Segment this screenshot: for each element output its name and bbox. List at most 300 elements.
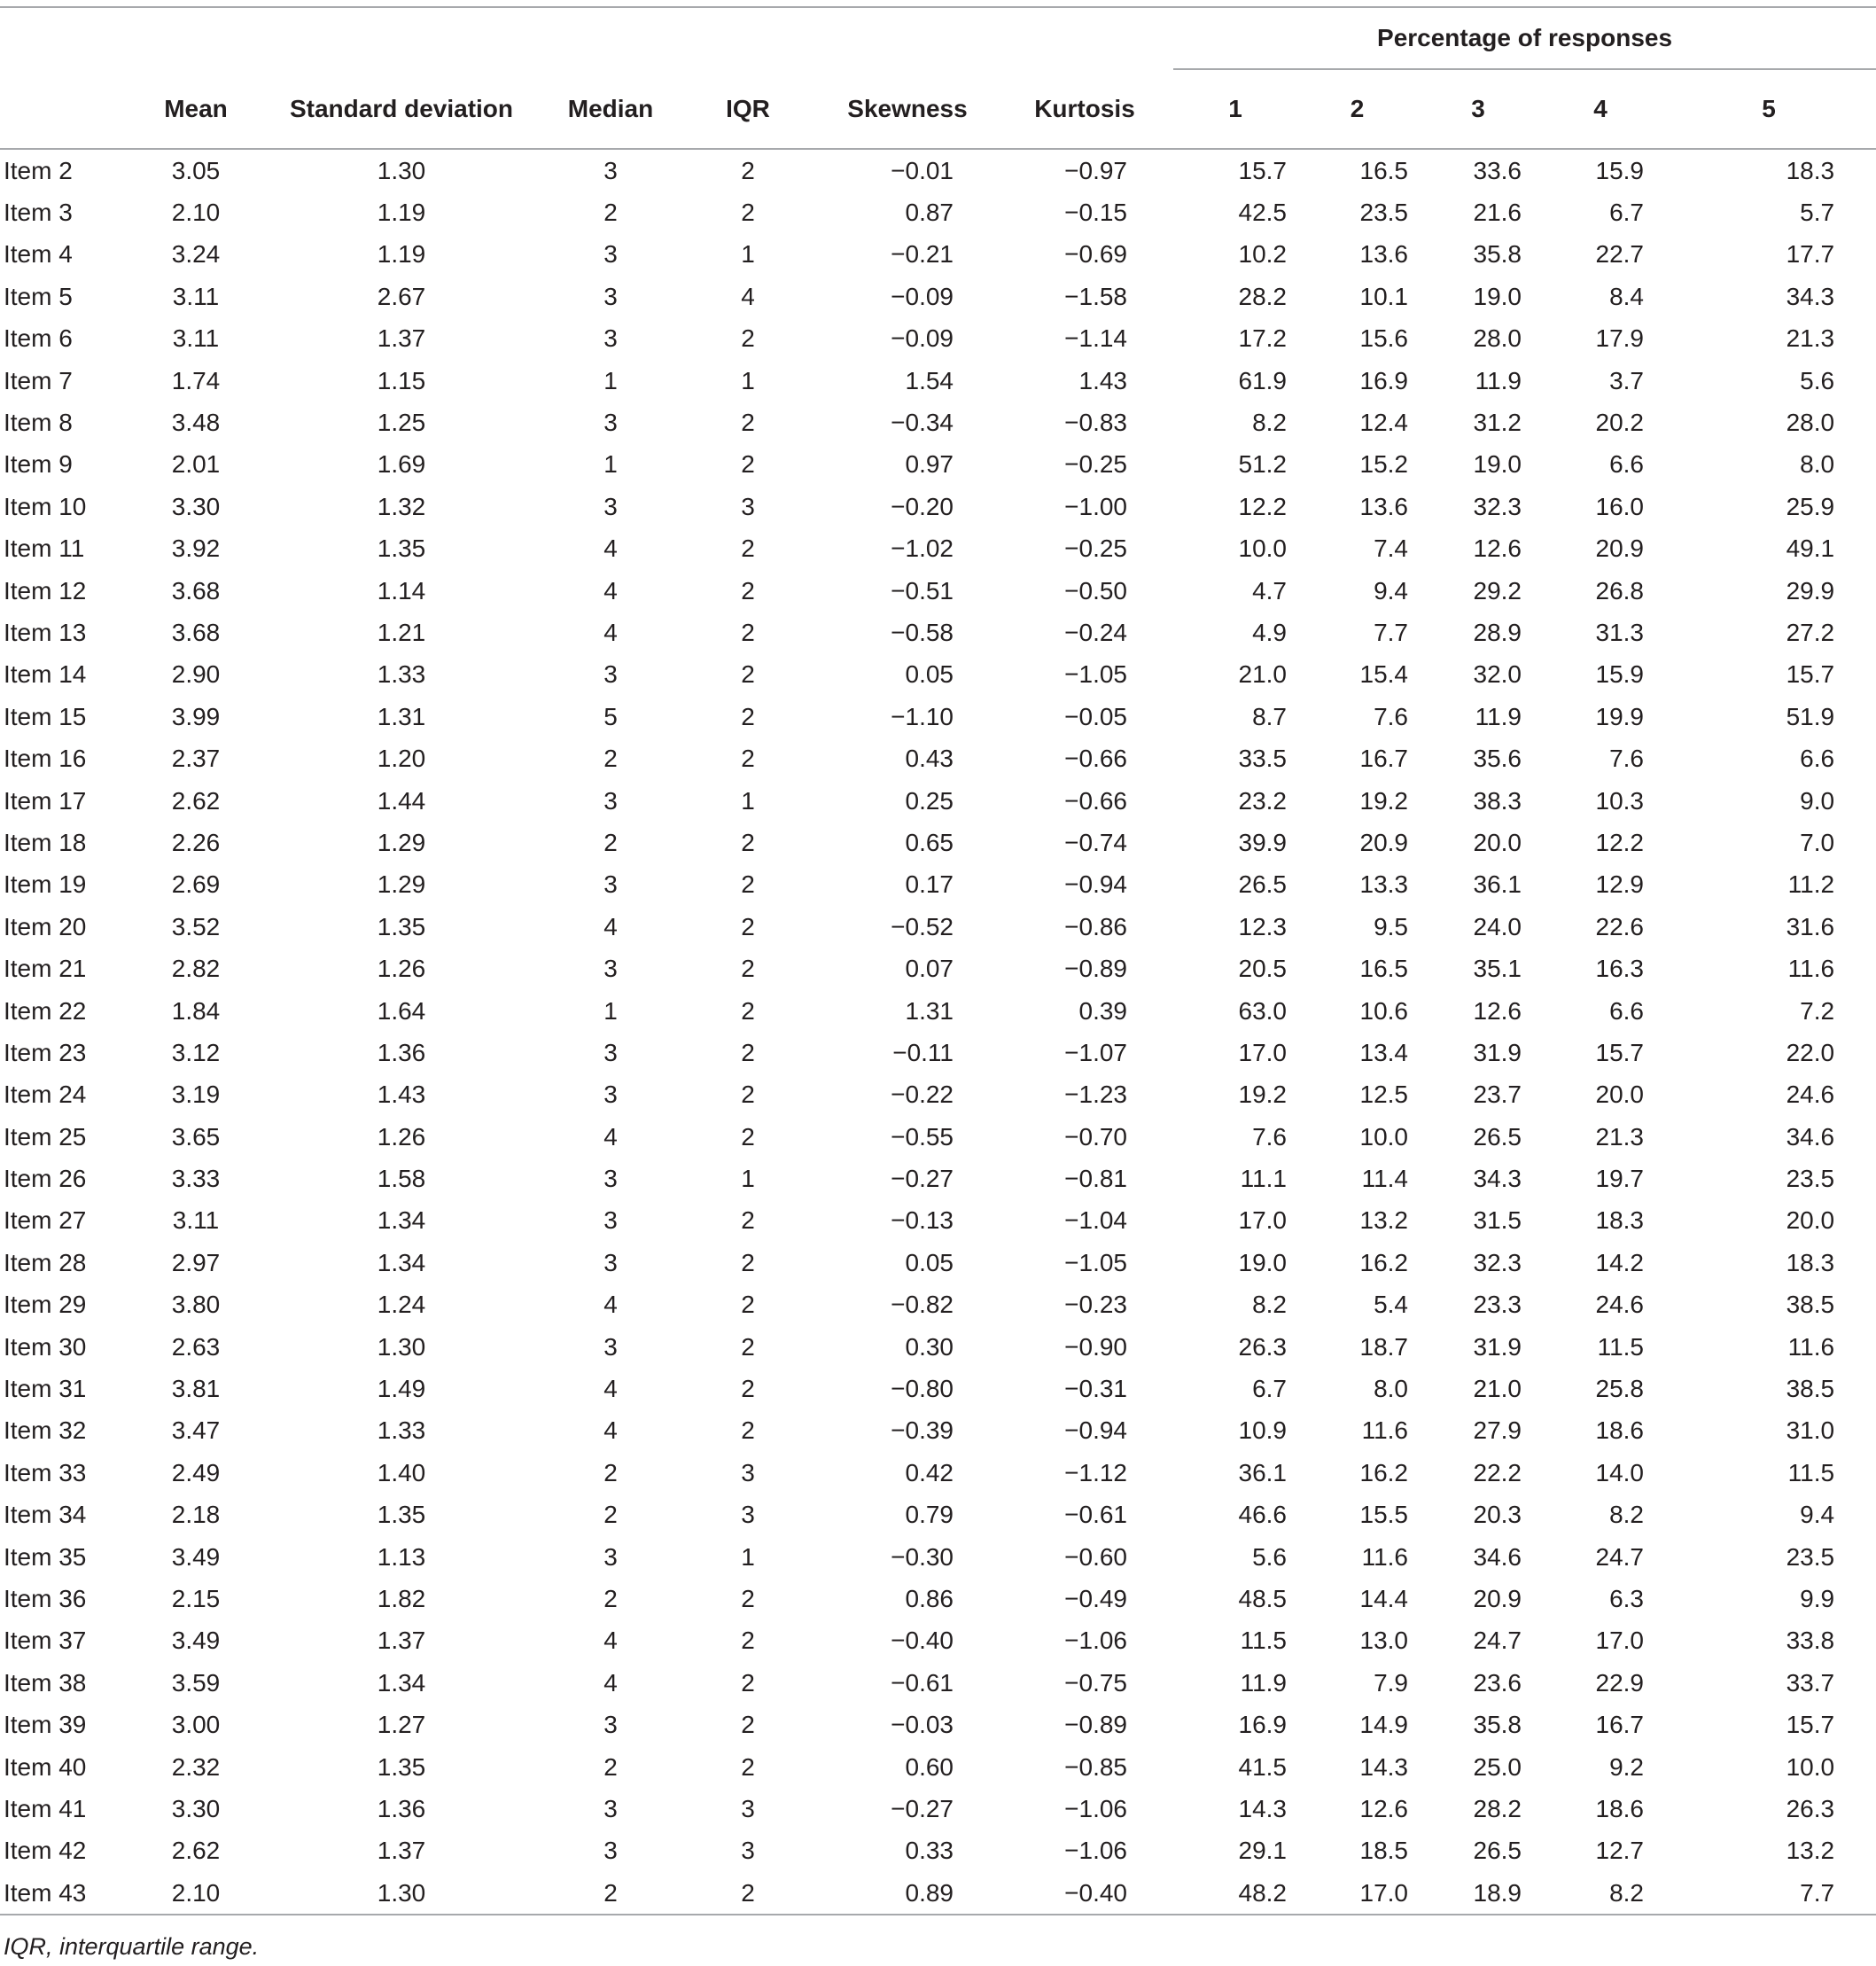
- response-1-percent-cell: 41.5: [1238, 1752, 1287, 1781]
- item-label-cell: Item 11: [4, 534, 85, 563]
- mean-cell: 3.19: [171, 1081, 221, 1109]
- response-2-percent-cell: 8.0: [1374, 1375, 1408, 1403]
- kurtosis-cell: −1.12: [1064, 1458, 1127, 1486]
- column-header-iqr: IQR: [677, 69, 819, 149]
- kurtosis-cell: −1.00: [1064, 492, 1127, 520]
- standard-deviation-cell: 1.26: [377, 1122, 426, 1151]
- response-1-percent-cell: 26.3: [1238, 1332, 1287, 1361]
- response-2-percent-cell: 16.9: [1359, 366, 1408, 394]
- response-2-percent-cell: 7.9: [1374, 1668, 1408, 1697]
- column-header-skewness: Skewness: [819, 69, 996, 149]
- response-2-percent-cell: 9.5: [1374, 912, 1408, 940]
- response-2-percent-cell: 15.5: [1359, 1501, 1408, 1529]
- response-2-percent-cell: 7.7: [1374, 618, 1408, 646]
- median-cell: 3: [603, 1206, 618, 1235]
- median-cell: 3: [603, 870, 618, 899]
- standard-deviation-cell: 1.40: [377, 1458, 426, 1486]
- skewness-cell: −0.30: [891, 1542, 954, 1571]
- item-label-cell: Item 6: [4, 324, 73, 353]
- response-3-percent-cell: 32.3: [1473, 1248, 1522, 1276]
- response-5-percent-cell: 34.6: [1786, 1122, 1835, 1151]
- mean-cell: 2.62: [171, 786, 221, 815]
- skewness-cell: 0.07: [905, 955, 954, 983]
- skewness-cell: −0.40: [891, 1627, 954, 1655]
- standard-deviation-cell: 1.29: [377, 828, 426, 856]
- item-label-cell: Item 3: [4, 199, 73, 227]
- response-3-percent-cell: 24.0: [1473, 912, 1522, 940]
- response-2-percent-cell: 15.4: [1359, 660, 1408, 689]
- kurtosis-cell: −0.31: [1064, 1375, 1127, 1403]
- kurtosis-cell: −1.06: [1064, 1794, 1127, 1822]
- item-label-cell: Item 40: [4, 1752, 87, 1781]
- response-2-percent-cell: 19.2: [1359, 786, 1408, 815]
- response-5-percent-cell: 27.2: [1786, 618, 1835, 646]
- mean-cell: 3.59: [171, 1668, 221, 1697]
- iqr-cell: 2: [741, 1332, 755, 1361]
- skewness-cell: −0.20: [891, 492, 954, 520]
- table-row: [0, 1452, 1876, 1494]
- response-4-percent-cell: 25.8: [1595, 1375, 1644, 1403]
- standard-deviation-cell: 1.43: [377, 1081, 426, 1109]
- response-2-percent-cell: 14.9: [1359, 1711, 1408, 1739]
- table-row: [0, 822, 1876, 863]
- table-row: [0, 1410, 1876, 1452]
- median-cell: 3: [603, 492, 618, 520]
- response-5-percent-cell: 38.5: [1786, 1291, 1835, 1319]
- response-3-percent-cell: 28.9: [1473, 618, 1522, 646]
- standard-deviation-cell: 1.44: [377, 786, 426, 815]
- kurtosis-cell: −0.49: [1064, 1584, 1127, 1612]
- response-4-percent-cell: 11.5: [1597, 1332, 1644, 1361]
- response-1-percent-cell: 51.2: [1238, 450, 1287, 479]
- skewness-cell: −0.80: [891, 1375, 954, 1403]
- response-4-percent-cell: 17.9: [1595, 324, 1644, 353]
- iqr-cell: 2: [741, 955, 755, 983]
- mean-cell: 3.11: [172, 324, 220, 353]
- mean-cell: 3.68: [171, 618, 221, 646]
- response-5-percent-cell: 31.0: [1786, 1416, 1835, 1445]
- response-5-percent-cell: 10.0: [1786, 1752, 1835, 1781]
- item-label-cell: Item 42: [4, 1837, 87, 1865]
- mean-cell: 1.84: [171, 996, 221, 1025]
- mean-cell: 2.97: [171, 1248, 221, 1276]
- kurtosis-cell: −0.15: [1064, 199, 1127, 227]
- mean-cell: 2.32: [171, 1752, 221, 1781]
- kurtosis-cell: −0.23: [1064, 1291, 1127, 1319]
- kurtosis-cell: −0.60: [1064, 1542, 1127, 1571]
- median-cell: 2: [603, 828, 618, 856]
- response-2-percent-cell: 7.4: [1374, 534, 1408, 563]
- item-label-cell: Item 21: [4, 955, 87, 983]
- response-4-percent-cell: 8.2: [1539, 1872, 1662, 1915]
- response-3-percent-cell: 22.2: [1473, 1458, 1522, 1486]
- median-cell: 3: [603, 409, 618, 437]
- mean-cell: 2.10: [171, 199, 221, 227]
- response-5-percent-cell: 28.0: [1786, 409, 1835, 437]
- response-1-percent-cell: 7.6: [1252, 1122, 1287, 1151]
- iqr-cell: 2: [741, 1668, 755, 1697]
- mean-cell: 2.18: [171, 1501, 221, 1529]
- response-1-percent-cell: 48.5: [1238, 1584, 1287, 1612]
- response-1-percent-cell: 48.2: [1173, 1872, 1297, 1915]
- response-4-percent-cell: 6.3: [1609, 1584, 1644, 1612]
- response-4-percent-cell: 18.6: [1595, 1794, 1644, 1822]
- standard-deviation-cell: 1.30: [377, 156, 426, 184]
- table-row: [0, 528, 1876, 570]
- mean-cell: 2.15: [171, 1584, 221, 1612]
- response-4-percent-cell: 12.2: [1595, 828, 1644, 856]
- item-label-cell: Item 14: [4, 660, 87, 689]
- response-5-percent-cell: 34.3: [1786, 282, 1835, 310]
- response-2-percent-cell: 13.6: [1359, 492, 1408, 520]
- kurtosis-cell: −0.97: [1064, 156, 1127, 184]
- median-cell: 4: [603, 1416, 618, 1445]
- table-row: [0, 1200, 1876, 1242]
- response-4-percent-cell: 7.6: [1609, 745, 1644, 773]
- median-cell: 3: [603, 156, 618, 184]
- skewness-cell: 0.17: [905, 870, 954, 899]
- item-label-cell: Item 34: [4, 1501, 87, 1529]
- response-5-percent-cell: 17.7: [1786, 240, 1835, 269]
- item-label-cell: Item 12: [4, 576, 87, 605]
- table-row: [0, 990, 1876, 1032]
- iqr-cell: 1: [741, 1542, 755, 1571]
- skewness-cell: −0.01: [891, 156, 954, 184]
- response-2-percent-cell: 13.4: [1359, 1038, 1408, 1066]
- response-1-percent-cell: 11.5: [1240, 1627, 1287, 1655]
- median-cell: 3: [603, 240, 618, 269]
- response-3-percent-cell: 28.2: [1473, 1794, 1522, 1822]
- median-cell: 3: [603, 1794, 618, 1822]
- iqr-cell: 2: [741, 156, 755, 184]
- response-1-percent-cell: 15.7: [1238, 156, 1287, 184]
- response-3-percent-cell: 35.1: [1473, 955, 1522, 983]
- skewness-cell: −0.52: [891, 912, 954, 940]
- skewness-cell: −0.58: [891, 618, 954, 646]
- response-4-percent-cell: 19.7: [1595, 1165, 1644, 1193]
- standard-deviation-cell: 1.36: [377, 1794, 426, 1822]
- response-1-percent-cell: 63.0: [1238, 996, 1287, 1025]
- response-3-percent-cell: 33.6: [1473, 156, 1522, 184]
- response-2-percent-cell: 12.4: [1359, 409, 1408, 437]
- table-row: [0, 948, 1876, 989]
- table-body: [0, 149, 1876, 1915]
- item-label-cell: Item 2: [4, 156, 73, 184]
- response-1-percent-cell: 36.1: [1238, 1458, 1287, 1486]
- response-5-percent-cell: 11.6: [1787, 955, 1835, 983]
- response-1-percent-cell: 8.7: [1252, 702, 1287, 730]
- response-5-percent-cell: 15.7: [1786, 660, 1835, 689]
- response-5-percent-cell: 9.4: [1800, 1501, 1835, 1529]
- response-4-percent-cell: 16.0: [1595, 492, 1644, 520]
- response-2-percent-cell: 13.6: [1359, 240, 1408, 269]
- item-label-cell: Item 41: [4, 1794, 87, 1822]
- column-header-kurtosis: Kurtosis: [996, 69, 1173, 149]
- iqr-cell: 2: [741, 702, 755, 730]
- kurtosis-cell: −1.05: [1064, 660, 1127, 689]
- kurtosis-cell: −0.24: [1064, 618, 1127, 646]
- item-label-cell: Item 27: [4, 1206, 87, 1235]
- skewness-cell: −0.39: [891, 1416, 954, 1445]
- iqr-cell: 2: [741, 1584, 755, 1612]
- table-row: [0, 1158, 1876, 1199]
- standard-deviation-cell: 1.34: [377, 1668, 426, 1697]
- item-label-cell: Item 38: [4, 1668, 87, 1697]
- iqr-cell: 2: [741, 450, 755, 479]
- iqr-cell: 3: [741, 1458, 755, 1486]
- kurtosis-cell: −0.66: [1064, 745, 1127, 773]
- item-label-cell: Item 16: [4, 745, 87, 773]
- kurtosis-cell: −0.25: [1064, 450, 1127, 479]
- iqr-cell: 2: [741, 1122, 755, 1151]
- response-4-percent-cell: 6.6: [1609, 996, 1644, 1025]
- response-3-percent-cell: 31.9: [1473, 1332, 1522, 1361]
- table-row: [0, 1284, 1876, 1326]
- item-label-cell: Item 28: [4, 1248, 87, 1276]
- iqr-cell: 2: [741, 1081, 755, 1109]
- iqr-cell: 2: [741, 828, 755, 856]
- response-3-percent-cell: 34.3: [1473, 1165, 1522, 1193]
- item-label-cell: Item 31: [4, 1375, 87, 1403]
- median-cell: 4: [603, 912, 618, 940]
- skewness-cell: 0.97: [905, 450, 954, 479]
- table-row: [0, 696, 1876, 737]
- response-2-percent-cell: 13.3: [1359, 870, 1408, 899]
- table-row: [0, 737, 1876, 779]
- median-cell: 4: [603, 1668, 618, 1697]
- response-1-percent-cell: 26.5: [1238, 870, 1287, 899]
- response-4-percent-cell: 17.0: [1595, 1627, 1644, 1655]
- item-label-cell: Item 19: [4, 870, 87, 899]
- response-2-percent-cell: 14.4: [1359, 1584, 1408, 1612]
- response-5-percent-cell: 22.0: [1786, 1038, 1835, 1066]
- table-row: [0, 1074, 1876, 1116]
- mean-cell: 3.47: [171, 1416, 221, 1445]
- response-1-percent-cell: 10.9: [1238, 1416, 1287, 1445]
- response-2-percent-cell: 9.4: [1374, 576, 1408, 605]
- iqr-cell: 2: [741, 618, 755, 646]
- skewness-cell: −0.21: [891, 240, 954, 269]
- table-row: [0, 1116, 1876, 1158]
- response-4-percent-cell: 14.0: [1595, 1458, 1644, 1486]
- response-1-percent-cell: 11.9: [1240, 1668, 1287, 1697]
- skewness-cell: −1.10: [891, 702, 954, 730]
- response-5-percent-cell: 6.6: [1800, 745, 1835, 773]
- response-2-percent-cell: 13.0: [1359, 1627, 1408, 1655]
- iqr-cell: 2: [741, 576, 755, 605]
- iqr-cell: 2: [741, 1711, 755, 1739]
- skewness-cell: −0.11: [892, 1038, 954, 1066]
- response-4-percent-cell: 14.2: [1595, 1248, 1644, 1276]
- mean-cell: 3.81: [171, 1375, 221, 1403]
- response-5-percent-cell: 20.0: [1786, 1206, 1835, 1235]
- response-2-percent-cell: 16.5: [1359, 156, 1408, 184]
- median-cell: 2: [603, 745, 618, 773]
- item-label-cell: Item 29: [4, 1291, 87, 1319]
- iqr-cell: 2: [741, 1038, 755, 1066]
- item-label-cell: Item 17: [4, 786, 87, 815]
- item-label-cell: Item 36: [4, 1584, 87, 1612]
- standard-deviation-cell: 1.49: [377, 1375, 426, 1403]
- percentage-of-responses-header: Percentage of responses: [1173, 7, 1876, 69]
- median-cell: 5: [603, 702, 618, 730]
- standard-deviation-cell: 1.33: [377, 1416, 426, 1445]
- response-3-percent-cell: 24.7: [1473, 1627, 1522, 1655]
- standard-deviation-cell: 1.58: [377, 1165, 426, 1193]
- table-row: [0, 444, 1876, 486]
- mean-cell: 3.05: [171, 156, 221, 184]
- mean-cell: 2.49: [171, 1458, 221, 1486]
- response-5-percent-cell: 33.8: [1786, 1627, 1835, 1655]
- table-row: [0, 864, 1876, 906]
- table-row: [0, 234, 1876, 276]
- standard-deviation-cell: 1.26: [377, 955, 426, 983]
- table-row: [0, 1242, 1876, 1283]
- mean-cell: 3.30: [171, 492, 221, 520]
- skewness-cell: 0.86: [905, 1584, 954, 1612]
- response-3-percent-cell: 29.2: [1473, 576, 1522, 605]
- skewness-cell: −0.34: [891, 409, 954, 437]
- standard-deviation-cell: 1.30: [377, 1332, 426, 1361]
- mean-cell: 3.65: [171, 1122, 221, 1151]
- standard-deviation-cell: 1.27: [377, 1711, 426, 1739]
- standard-deviation-cell: 1.34: [377, 1248, 426, 1276]
- mean-cell: 3.49: [171, 1542, 221, 1571]
- standard-deviation-cell: 1.19: [377, 240, 426, 269]
- median-cell: 3: [603, 1248, 618, 1276]
- response-2-percent-cell: 17.0: [1297, 1872, 1417, 1915]
- standard-deviation-cell: 1.35: [377, 912, 426, 940]
- item-label-cell: Item 26: [4, 1165, 87, 1193]
- response-4-percent-cell: 16.3: [1595, 955, 1644, 983]
- response-3-percent-cell: 23.3: [1473, 1291, 1522, 1319]
- standard-deviation-cell: 1.15: [377, 366, 426, 394]
- response-2-percent-cell: 23.5: [1359, 199, 1408, 227]
- response-2-percent-cell: 12.5: [1359, 1081, 1408, 1109]
- skewness-cell: 0.25: [905, 786, 954, 815]
- median-cell: 2: [544, 1872, 677, 1915]
- mean-cell: 3.99: [171, 702, 221, 730]
- table-row: [0, 1578, 1876, 1619]
- kurtosis-cell: −0.94: [1064, 1416, 1127, 1445]
- skewness-cell: −0.51: [891, 576, 954, 605]
- item-label-cell: Item 24: [4, 1081, 87, 1109]
- mean-cell: 3.33: [171, 1165, 221, 1193]
- median-cell: 3: [603, 1332, 618, 1361]
- response-3-percent-cell: 27.9: [1473, 1416, 1522, 1445]
- iqr-cell: 3: [741, 1501, 755, 1529]
- response-5-percent-cell: 9.9: [1800, 1584, 1835, 1612]
- response-3-percent-cell: 19.0: [1473, 282, 1522, 310]
- table-row: [0, 402, 1876, 443]
- median-cell: 2: [603, 1752, 618, 1781]
- median-cell: 4: [603, 1627, 618, 1655]
- median-cell: 3: [603, 1542, 618, 1571]
- table-row: [0, 1830, 1876, 1872]
- iqr-cell: 3: [741, 492, 755, 520]
- kurtosis-cell: −1.14: [1064, 324, 1127, 353]
- item-label-cell: Item 7: [4, 366, 73, 394]
- table-row: [0, 486, 1876, 527]
- standard-deviation-cell: 1.35: [377, 534, 426, 563]
- response-1-percent-cell: 19.0: [1238, 1248, 1287, 1276]
- standard-deviation-cell: 1.25: [377, 409, 426, 437]
- standard-deviation-cell: 1.35: [377, 1501, 426, 1529]
- response-5-percent-cell: 11.2: [1787, 870, 1835, 899]
- iqr-cell: 2: [741, 912, 755, 940]
- response-1-percent-cell: 12.3: [1238, 912, 1287, 940]
- skewness-cell: 0.65: [905, 828, 954, 856]
- mean-cell: 3.30: [171, 1794, 221, 1822]
- response-1-percent-cell: 28.2: [1238, 282, 1287, 310]
- response-4-percent-cell: 12.7: [1595, 1837, 1644, 1865]
- response-4-percent-cell: 21.3: [1595, 1122, 1644, 1151]
- response-3-percent-cell: 28.0: [1473, 324, 1522, 353]
- response-4-percent-cell: 15.7: [1595, 1038, 1644, 1066]
- response-3-percent-cell: 12.6: [1473, 534, 1522, 563]
- table-row: [0, 1788, 1876, 1829]
- table-row: [0, 360, 1876, 402]
- iqr-cell: 1: [741, 786, 755, 815]
- table-row: [0, 654, 1876, 696]
- table-row: [0, 1872, 1876, 1915]
- response-4-percent-cell: 20.0: [1595, 1081, 1644, 1109]
- skewness-cell: 0.05: [905, 1248, 954, 1276]
- skewness-cell: 0.43: [905, 745, 954, 773]
- response-4-percent-cell: 15.9: [1595, 660, 1644, 689]
- response-2-percent-cell: 10.6: [1359, 996, 1408, 1025]
- response-5-percent-cell: 21.3: [1786, 324, 1835, 353]
- median-cell: 3: [603, 1038, 618, 1066]
- item-label-cell: Item 5: [4, 282, 73, 310]
- response-5-percent-cell: 49.1: [1786, 534, 1835, 563]
- standard-deviation-cell: 1.14: [377, 576, 426, 605]
- skewness-cell: −0.27: [891, 1165, 954, 1193]
- item-label-cell: Item 25: [4, 1122, 87, 1151]
- response-4-percent-cell: 18.3: [1595, 1206, 1644, 1235]
- response-2-percent-cell: 11.4: [1361, 1165, 1408, 1193]
- response-3-percent-cell: 11.9: [1475, 366, 1522, 394]
- column-header-response-3: 3: [1417, 69, 1539, 149]
- skewness-cell: −0.09: [891, 282, 954, 310]
- median-cell: 3: [603, 282, 618, 310]
- response-1-percent-cell: 20.5: [1238, 955, 1287, 983]
- column-header-response-4: 4: [1539, 69, 1662, 149]
- response-3-percent-cell: 20.9: [1473, 1584, 1522, 1612]
- column-header-response-5: 5: [1662, 69, 1876, 149]
- kurtosis-cell: −0.75: [1064, 1668, 1127, 1697]
- kurtosis-cell: −0.81: [1064, 1165, 1127, 1193]
- iqr-cell: 2: [741, 1416, 755, 1445]
- item-label-cell: Item 4: [4, 240, 73, 269]
- column-header-response-1: 1: [1173, 69, 1297, 149]
- item-label-cell: Item 13: [4, 618, 87, 646]
- column-header-mean: Mean: [133, 69, 259, 149]
- response-1-percent-cell: 17.2: [1238, 324, 1287, 353]
- kurtosis-cell: −1.58: [1064, 282, 1127, 310]
- response-5-percent-cell: 29.9: [1786, 576, 1835, 605]
- median-cell: 1: [603, 450, 618, 479]
- kurtosis-cell: −0.50: [1064, 576, 1127, 605]
- response-3-percent-cell: 34.6: [1473, 1542, 1522, 1571]
- skewness-cell: 1.54: [905, 366, 954, 394]
- median-cell: 2: [603, 1501, 618, 1529]
- response-4-percent-cell: 22.6: [1595, 912, 1644, 940]
- response-2-percent-cell: 18.7: [1359, 1332, 1408, 1361]
- skewness-cell: −1.02: [891, 534, 954, 563]
- response-1-percent-cell: 6.7: [1252, 1375, 1287, 1403]
- iqr-cell: 2: [741, 1375, 755, 1403]
